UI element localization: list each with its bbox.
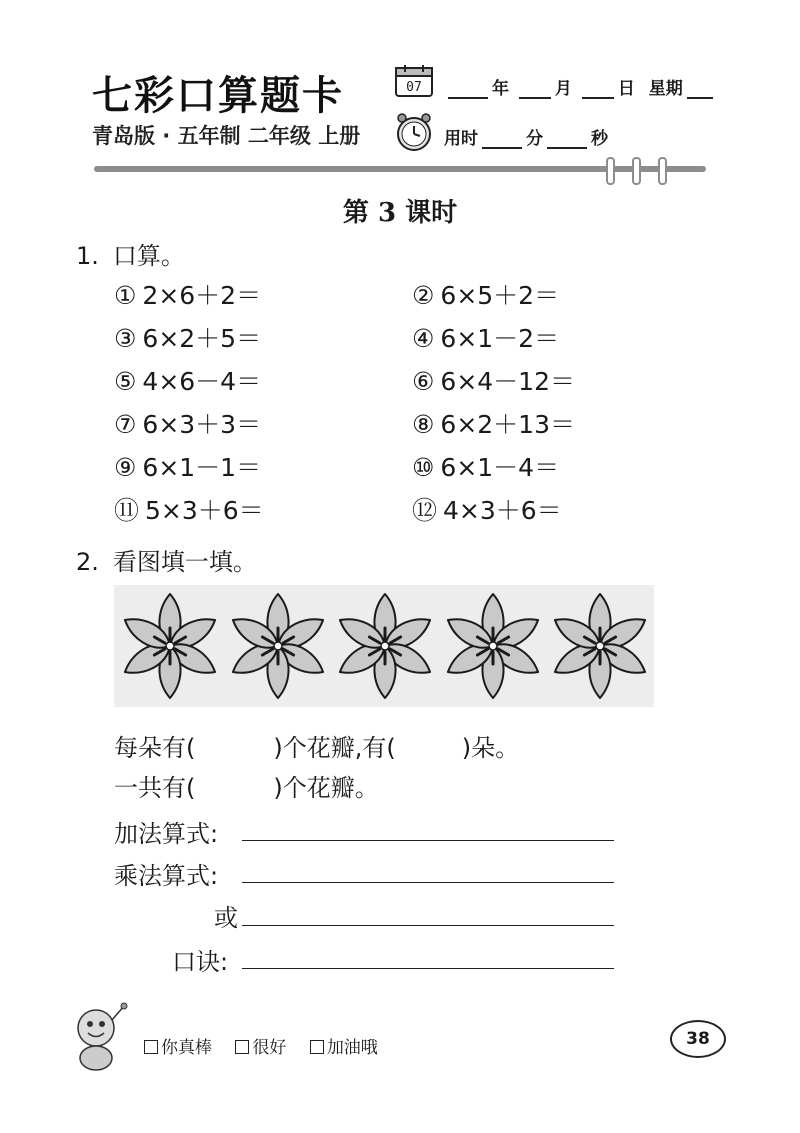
flower [335,594,436,698]
eval-option-great[interactable] [144,1038,212,1058]
problem-item[interactable] [412,405,575,441]
problem-expression: 4×6－4＝ [142,367,262,396]
problem-index: ⑤ [114,367,137,396]
problem-index: ⑫ [412,496,438,525]
flower [228,594,329,698]
problem-expression: 6×3＋3＝ [142,410,262,439]
problem-expression: 4×3＋6＝ [443,496,562,525]
checkbox[interactable] [144,1040,158,1054]
minute-blank[interactable] [482,131,522,149]
petals-per-flower-line [114,728,519,763]
flower [550,594,651,698]
line1-part-a: 每朵有( [114,734,196,762]
section2-heading [76,542,257,577]
time-fields [444,124,608,149]
problem-index: ⑪ [114,496,140,525]
lesson-title: 第 3 课时 [342,198,458,228]
eval-label: 加油哦 [326,1038,378,1058]
problem-expression: 5×3＋6＝ [145,496,264,525]
problem-expression: 6×4－12＝ [440,367,575,396]
problem-index: ② [412,281,435,310]
problem-item[interactable] [412,362,575,398]
eval-option-good[interactable] [235,1038,286,1058]
calendar-day: 07 [406,80,422,95]
addition-label: 加法算式: [114,820,219,848]
checkbox[interactable] [310,1040,324,1054]
problem-item[interactable] [412,491,562,527]
checkbox[interactable] [235,1040,249,1054]
problem-expression: 6×1－4＝ [440,453,560,482]
problem-expression: 6×2＋5＝ [142,324,262,353]
rhyme-label: 口诀: [172,948,229,976]
problem-item[interactable] [114,276,261,312]
mascot-icon [66,1000,132,1072]
weekday-blank[interactable] [687,81,713,99]
self-evaluation [144,1033,396,1058]
problem-item[interactable] [412,448,559,484]
problem-index: ⑥ [412,367,435,396]
minute-label: 分 [526,129,543,149]
total-petals-line [114,768,379,803]
problem-index: ⑦ [114,410,137,439]
problem-index: ③ [114,324,137,353]
multiplication-answer-line[interactable] [242,882,614,883]
problem-expression: 2×6＋2＝ [142,281,262,310]
flower-picture [114,585,654,707]
rhyme-answer-line[interactable] [242,968,614,969]
second-label: 秒 [591,129,608,149]
year-blank[interactable] [448,81,488,99]
problem-index: ⑩ [412,453,435,482]
month-label: 月 [554,79,572,99]
day-label: 日 [617,79,635,99]
problem-expression: 6×2＋13＝ [440,410,575,439]
problem-item[interactable] [114,491,264,527]
section2-title: 看图填一填。 [112,548,257,576]
problem-item[interactable] [114,362,261,398]
section1-heading [76,236,185,271]
edition-label: 青岛版 · 五年制 二年级 上册 [92,124,361,148]
eval-option-keep-going[interactable] [310,1038,378,1058]
year-label: 年 [492,79,509,99]
problem-index: ④ [412,324,435,353]
problem-expression: 6×5＋2＝ [440,281,560,310]
section2-number: 2. [76,548,99,576]
problem-item[interactable] [114,319,261,355]
brand-title: 七彩口算题卡 [92,72,344,119]
eval-label: 你真棒 [161,1038,212,1058]
problem-item[interactable] [114,448,261,484]
line1-part-c: )朵。 [461,734,520,762]
problem-index: ⑧ [412,410,435,439]
problem-item[interactable] [114,405,261,441]
month-blank[interactable] [519,81,551,99]
or-label: 或 [214,904,238,932]
eval-label: 很好 [252,1038,287,1058]
section1-number: 1. [76,242,99,270]
binder-ring [632,157,641,185]
second-blank[interactable] [547,131,587,149]
alternate-answer-line[interactable] [242,925,614,926]
day-blank[interactable] [582,81,614,99]
problem-index: ⑨ [114,453,137,482]
line2-part-a: 一共有( [114,774,196,802]
page-number: 38 [670,1020,726,1058]
line1-part-b: )个花瓣,有( [273,734,396,762]
date-fields [444,74,717,99]
flower [443,594,544,698]
clock-icon [394,112,434,152]
problem-expression: 6×1－1＝ [142,453,262,482]
time-label: 用时 [444,129,478,149]
problem-index: ① [114,281,137,310]
addition-answer-line[interactable] [242,840,614,841]
line2-part-b: )个花瓣。 [273,774,379,802]
section1-title: 口算。 [112,242,185,270]
problem-expression: 6×1－2＝ [440,324,560,353]
problem-item[interactable] [412,319,559,355]
binder-ring [606,157,615,185]
binder-ring [658,157,667,185]
multiplication-label: 乘法算式: [114,862,219,890]
weekday-label: 星期 [648,79,683,99]
problem-item[interactable] [412,276,559,312]
flower [120,594,221,698]
calendar-icon [394,64,434,98]
